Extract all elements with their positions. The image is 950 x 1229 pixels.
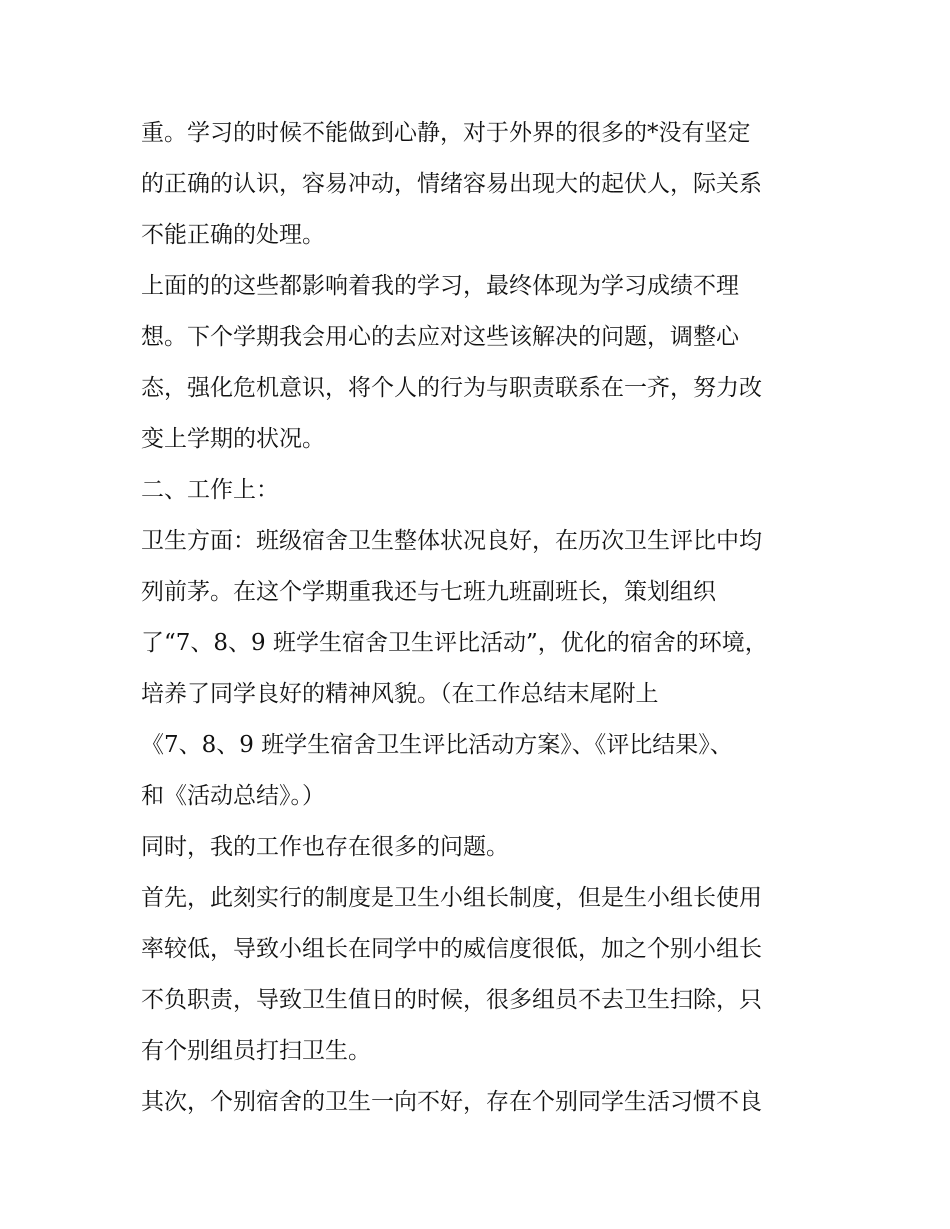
text-line: 的正确的认识，容易冲动，情绪容易出现大的起伏人，际关系: [141, 171, 762, 197]
text-line: 其次，个别宿舍的卫生一向不好，存在个别同学生活习惯不良: [141, 1089, 762, 1115]
text-line: 培养了同学良好的精神风貌。（在工作总结末尾附上: [141, 681, 659, 707]
text-line: 首先，此刻实行的制度是卫生小组长制度，但是生小组长使用: [141, 885, 762, 911]
text-line: 《7、8、9 班学生宿舍卫生评比活动方案》、《评比结果》、: [141, 732, 733, 758]
text-line: 和《活动总结》。）: [141, 783, 325, 809]
text-line: 重。学习的时候不能做到心静，对于外界的很多的*没有坚定: [141, 120, 751, 146]
text-line: 卫生方面：班级宿舍卫生整体状况良好，在历次卫生评比中均: [141, 528, 762, 554]
section-heading: 二、工作上：: [141, 477, 279, 503]
text-line: 有个别组员打扫卫生。: [141, 1038, 371, 1064]
text-line: 不负职责，导致卫生值日的时候，很多组员不去卫生扫除，只: [141, 987, 762, 1013]
text-line: 上面的的这些都影响着我的学习，最终体现为学习成绩不理: [141, 273, 739, 299]
text-line: 变上学期的状况。: [141, 426, 325, 452]
text-line: 想。下个学期我会用心的去应对这些该解决的问题，调整心: [141, 324, 739, 350]
text-line: 率较低，导致小组长在同学中的威信度很低，加之个别小组长: [141, 936, 762, 962]
text-line: 同时，我的工作也存在很多的问题。: [141, 834, 509, 860]
text-line: 态，强化危机意识，将个人的行为与职责联系在一齐，努力改: [141, 375, 762, 401]
text-line: 列前茅。在这个学期重我还与七班九班副班长，策划组织: [141, 579, 716, 605]
document-body: [141, 108, 821, 1128]
text-line: 不能正确的处理。: [141, 222, 325, 248]
text-line: 了“7、8、9 班学生宿舍卫生评比活动”，优化的宿舍的环境，: [141, 630, 768, 656]
